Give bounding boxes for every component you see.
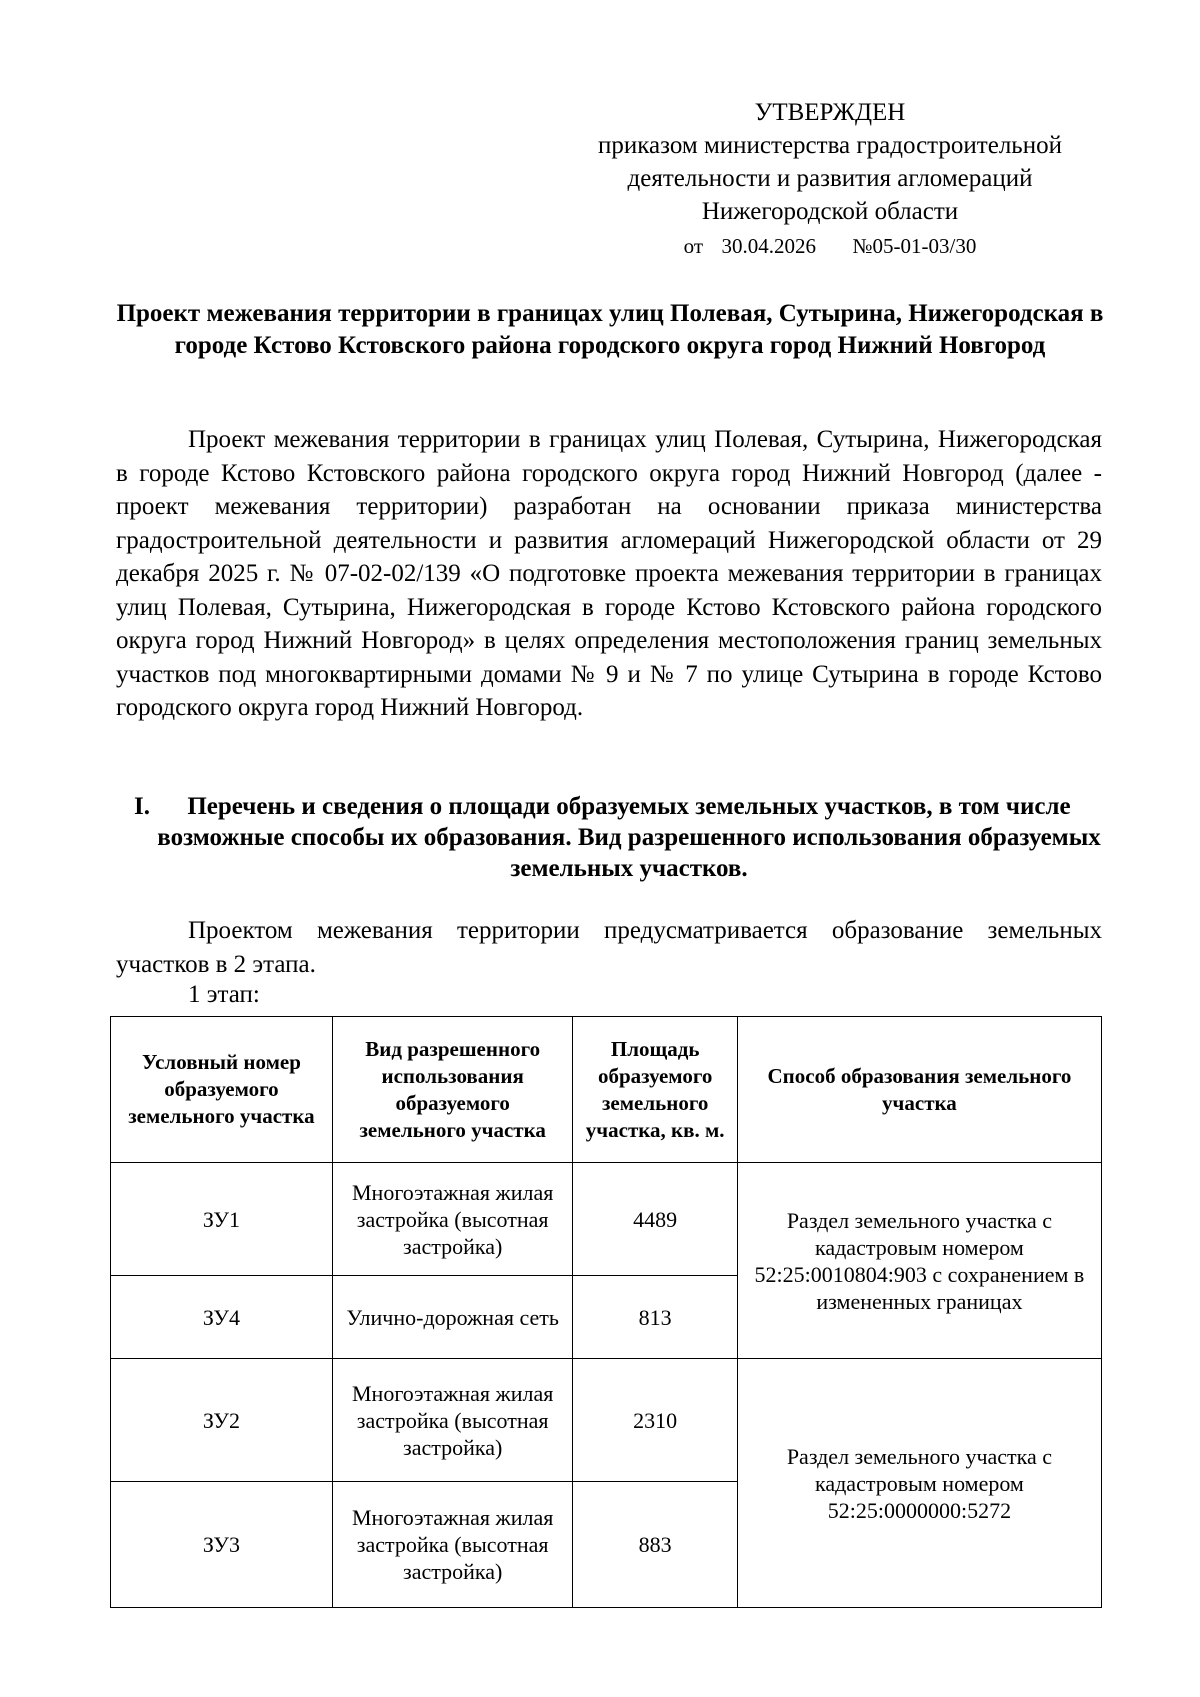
table-header-row <box>111 1017 1102 1163</box>
section-number: I. <box>134 793 150 820</box>
table-row <box>111 1359 1102 1482</box>
date-prefix: от <box>683 234 704 258</box>
order-number: №05-01-03/30 <box>852 234 977 258</box>
permitted-use-cell: Многоэтажная жилая застройка (высотная застройка) <box>332 1359 573 1482</box>
plot-number-cell: ЗУ2 <box>111 1359 333 1482</box>
area-cell: 813 <box>573 1276 737 1359</box>
area-cell: 2310 <box>573 1359 737 1482</box>
document-title: Проект межевания территории в границах улиц Полевая, Сутырина, Нижегородская в городе Кстово Кстовского района городского округа город Нижний Новгород <box>116 300 1104 359</box>
table-row <box>111 1163 1102 1276</box>
approval-dateline <box>540 230 1120 263</box>
approval-line-1: приказом министерства градостроительной <box>598 132 1062 159</box>
approval-date: 30.04.2026 <box>721 234 817 258</box>
plot-number-cell: ЗУ4 <box>111 1276 333 1359</box>
area-cell: 4489 <box>573 1163 737 1276</box>
intro-paragraph <box>116 423 1102 725</box>
header-plot-number: Условный номер образуемого земельного участка <box>111 1017 333 1163</box>
permitted-use-cell: Многоэтажная жилая застройка (высотная застройка) <box>332 1163 573 1276</box>
permitted-use-cell: Улично-дорожная сеть <box>332 1276 573 1359</box>
header-formation-method: Способ образования земельного участка <box>737 1017 1101 1163</box>
section-heading-text: Перечень и сведения о площади образуемых земельных участков, в том числе возможные способы их образования. Вид разрешенного использования образуемых земельных участков. <box>157 793 1101 882</box>
approval-line-3: Нижегородской области <box>701 198 959 225</box>
approval-line-2: деятельности и развития агломераций <box>627 165 1033 192</box>
permitted-use-cell: Многоэтажная жилая застройка (высотная застройка) <box>332 1482 573 1608</box>
approval-heading: УТВЕРЖДЕН <box>754 99 906 126</box>
area-cell: 883 <box>573 1482 737 1608</box>
formation-method-cell: Раздел земельного участка с кадастровым номером 52:25:0000000:5272 <box>737 1359 1101 1608</box>
stages-paragraph-text: Проектом межевания территории предусматривается образование земельных участков в 2 этапа. <box>116 917 1102 978</box>
header-area: Площадь образуемого земельного участка, кв. м. <box>573 1017 737 1163</box>
plot-number-cell: ЗУ3 <box>111 1482 333 1608</box>
formation-method-cell: Раздел земельного участка с кадастровым номером 52:25:0010804:903 с сохранением в измененных границах <box>737 1163 1101 1359</box>
plot-number-cell: ЗУ1 <box>111 1163 333 1276</box>
stages-paragraph <box>116 914 1102 981</box>
stage-label: 1 этап: <box>188 981 260 1008</box>
land-plots-table <box>110 1016 1102 1608</box>
section-heading <box>116 791 1102 884</box>
approval-stamp <box>540 96 1120 263</box>
header-permitted-use: Вид разрешенного использования образуемого земельного участка <box>332 1017 573 1163</box>
intro-paragraph-text: Проект межевания территории в границах улиц Полевая, Сутырина, Нижегородская в городе Кстово Кстовского района городского округа город Нижний Новгород (далее - проект межевания территории) разработан на основании приказа министерства градостроительной деятельности и развития агломераций Нижегородской области от 29 декабря 2025 г. № 07-02-02/139 «О подготовке проекта межевания территории в границах улиц Полевая, Сутырина, Нижегородская в городе Кстово Кстовского района городского округа город Нижний Новгород» в целях определения местоположения границ земельных участков под многоквартирными домами № 9 и № 7 по улице Сутырина в городе Кстово городского округа город Нижний Новгород. <box>116 426 1102 721</box>
